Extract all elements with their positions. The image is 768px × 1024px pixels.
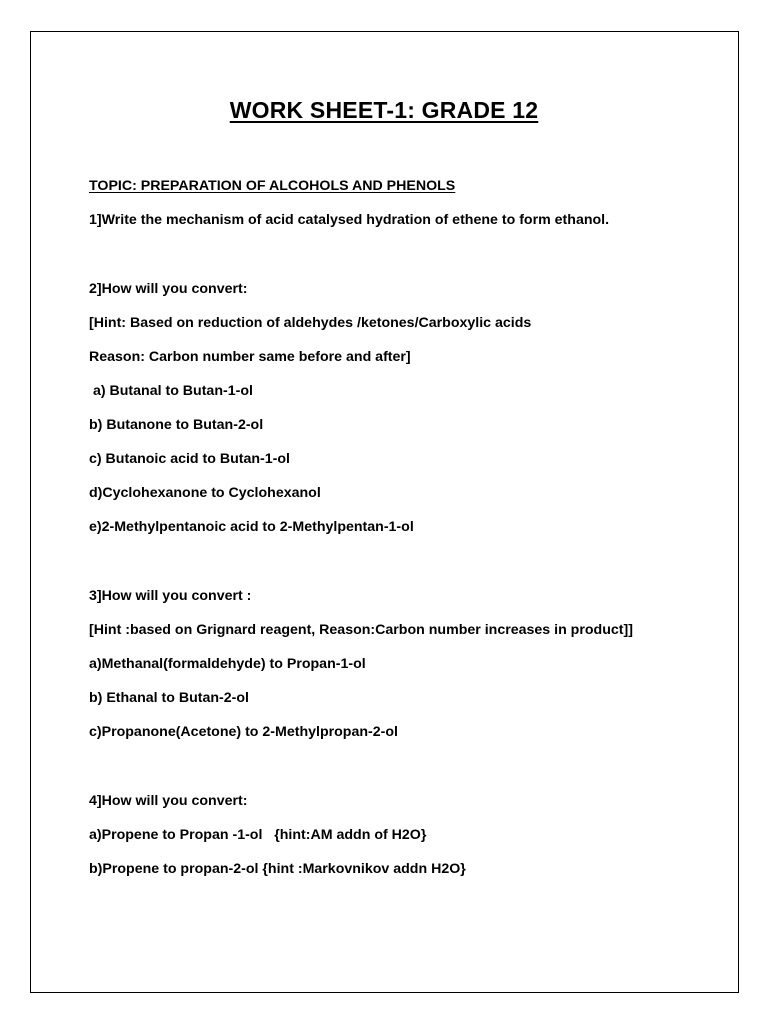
question-2-item-b: b) Butanone to Butan-2-ol [89,417,264,433]
question-2-heading: 2]How will you convert: [89,281,248,297]
question-2-hint: [Hint: Based on reduction of aldehydes /ketones/Carboxylic acids [89,315,532,331]
question-4-item-b: b)Propene to propan-2-ol {hint :Markovnikov addn H2O} [89,861,466,877]
question-4-item-a: a)Propene to Propan -1-ol {hint:AM addn of H2O} [89,827,427,843]
question-3-heading: 3]How will you convert : [89,588,252,604]
question-2-item-d: d)Cyclohexanone to Cyclohexanol [89,485,321,501]
question-4-heading: 4]How will you convert: [89,793,248,809]
question-2-reason: Reason: Carbon number same before and after] [89,349,411,365]
question-2-item-e: e)2-Methylpentanoic acid to 2-Methylpentan-1-ol [89,519,414,535]
question-2-item-a: a) Butanal to Butan-1-ol [89,383,253,399]
question-2-item-c: c) Butanoic acid to Butan-1-ol [89,451,290,467]
question-3-item-b: b) Ethanal to Butan-2-ol [89,690,249,706]
page-border [30,31,739,993]
question-3-item-c: c)Propanone(Acetone) to 2-Methylpropan-2-ol [89,724,398,740]
question-3-item-a: a)Methanal(formaldehyde) to Propan-1-ol [89,656,366,672]
topic-heading: TOPIC: PREPARATION OF ALCOHOLS AND PHENOLS [89,178,456,194]
question-1: 1]Write the mechanism of acid catalysed hydration of ethene to form ethanol. [89,212,610,228]
worksheet-title: WORK SHEET-1: GRADE 12 [229,97,539,123]
question-3-hint: [Hint :based on Grignard reagent, Reason:Carbon number increases in product]] [89,622,633,638]
